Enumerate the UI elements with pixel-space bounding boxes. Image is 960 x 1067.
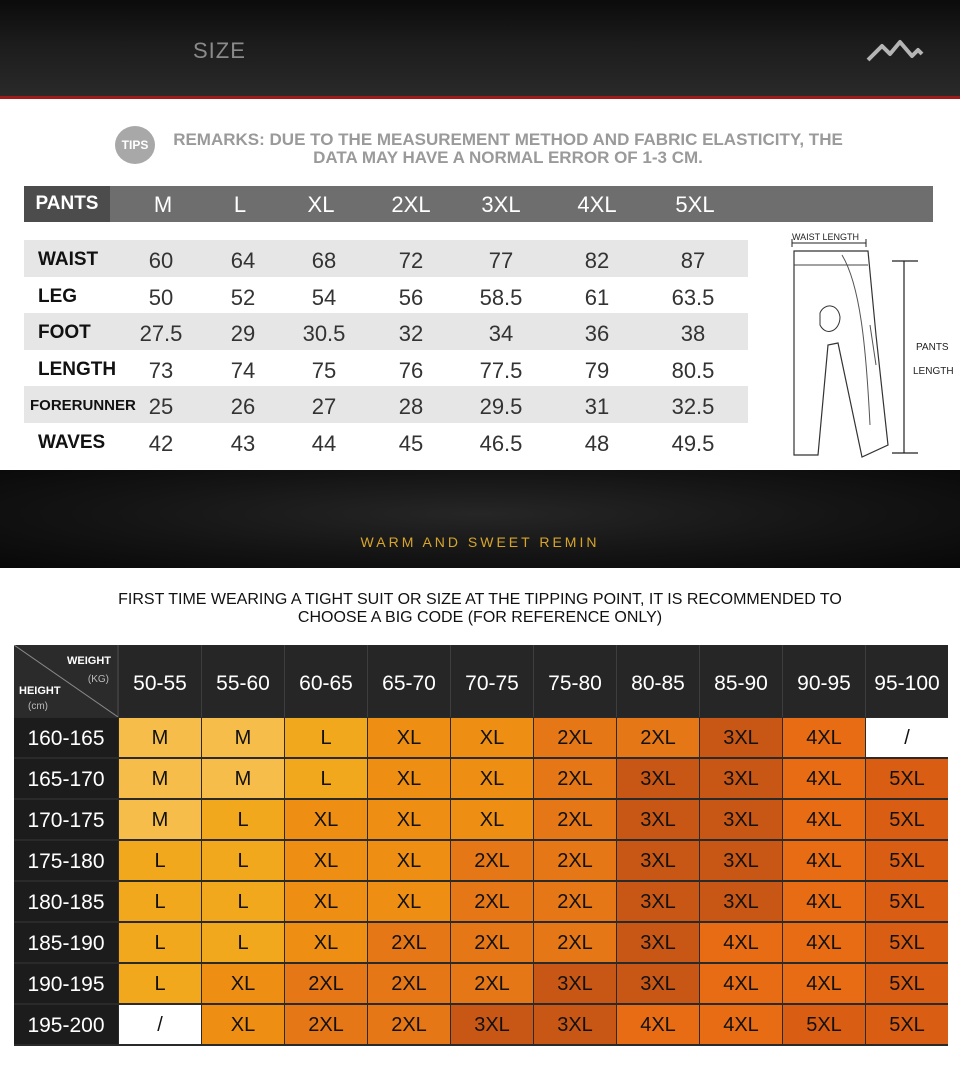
weight-axis-label: WEIGHT [67, 655, 111, 667]
size-value: 82 [584, 248, 610, 273]
size-row-label: FORERUNNER [30, 397, 136, 414]
size-cell: 4XL [783, 800, 865, 839]
weight-col-header: 95-100 [865, 645, 948, 717]
size-col-header: 4XL [577, 192, 617, 217]
size-value: 49.5 [671, 431, 715, 456]
header-divider [0, 96, 960, 99]
size-cell: 5XL [866, 923, 948, 962]
length-label: LENGTH [913, 366, 954, 377]
size-cell: L [202, 800, 284, 839]
header-band [0, 0, 960, 98]
size-cell: / [119, 1005, 201, 1044]
recommendation-text [70, 591, 890, 627]
size-value: 73 [148, 358, 174, 383]
size-row-waves [24, 423, 748, 460]
size-cell: L [119, 964, 201, 1003]
size-cell: 3XL [617, 800, 699, 839]
size-cell: 2XL [534, 841, 616, 880]
size-value: 76 [398, 358, 424, 383]
size-cell: 4XL [783, 923, 865, 962]
pants-label: PANTS [916, 342, 949, 353]
size-cell: 2XL [534, 800, 616, 839]
size-cell: L [285, 718, 367, 757]
size-cell: 4XL [700, 923, 782, 962]
size-cell: 3XL [700, 882, 782, 921]
size-value: 77 [488, 248, 514, 273]
size-cell: XL [451, 718, 533, 757]
size-row-leg [24, 277, 748, 314]
size-row-length [24, 350, 748, 387]
size-value: 31 [584, 394, 610, 419]
size-value: 27 [311, 394, 337, 419]
size-value: 36 [584, 321, 610, 346]
size-cell: 3XL [700, 800, 782, 839]
size-value: 29.5 [479, 394, 523, 419]
size-value: 25 [148, 394, 174, 419]
size-cell: 5XL [866, 800, 948, 839]
height-row-header: 170-175 [14, 800, 118, 839]
size-row-label: WAVES [38, 432, 106, 453]
size-cell: 2XL [534, 882, 616, 921]
size-value: 43 [230, 431, 256, 456]
size-cell: 2XL [285, 964, 367, 1003]
size-value: 30.5 [302, 321, 346, 346]
size-cell: M [119, 800, 201, 839]
size-cell: / [866, 718, 948, 757]
size-cell: M [202, 718, 284, 757]
size-cell: 4XL [700, 1005, 782, 1044]
size-row-foot [24, 313, 748, 350]
size-cell: 2XL [451, 882, 533, 921]
height-row-header: 190-195 [14, 964, 118, 1003]
size-cell: L [202, 841, 284, 880]
height-row-header: 195-200 [14, 1005, 118, 1044]
size-value: 32.5 [671, 394, 715, 419]
size-cell: 3XL [700, 841, 782, 880]
size-value: 75 [311, 358, 337, 383]
size-row-waist [24, 240, 748, 277]
size-value: 44 [311, 431, 337, 456]
size-cell: 5XL [866, 841, 948, 880]
size-cell: XL [368, 759, 450, 798]
size-cell: 2XL [617, 718, 699, 757]
size-cell: M [202, 759, 284, 798]
size-value: 77.5 [479, 358, 523, 383]
size-value: 61 [584, 285, 610, 310]
size-cell: 4XL [700, 964, 782, 1003]
size-value: 52 [230, 285, 256, 310]
weight-col-header: 60-65 [284, 645, 367, 717]
size-value: 54 [311, 285, 337, 310]
size-cell: 3XL [700, 718, 782, 757]
size-col-header: 3XL [481, 192, 521, 217]
size-cell: M [119, 759, 201, 798]
size-table-corner: PANTS [24, 186, 110, 222]
recommendation-line-1: FIRST TIME WEARING A TIGHT SUIT OR SIZE AT THE TIPPING POINT, IT IS RECOMMENDED TO [118, 591, 842, 608]
size-value: 46.5 [479, 431, 523, 456]
size-cell: 5XL [866, 964, 948, 1003]
size-cell: 2XL [451, 964, 533, 1003]
size-cell: XL [451, 759, 533, 798]
pants-diagram [780, 225, 958, 470]
size-value: 58.5 [479, 285, 523, 310]
size-value: 87 [680, 248, 706, 273]
size-cell: 4XL [783, 759, 865, 798]
size-cell: 2XL [534, 759, 616, 798]
size-cell: 5XL [866, 1005, 948, 1044]
size-cell: 2XL [368, 1005, 450, 1044]
size-col-header: L [233, 192, 247, 217]
size-cell: XL [285, 841, 367, 880]
size-cell: XL [285, 800, 367, 839]
size-cell: XL [368, 841, 450, 880]
size-value: 68 [311, 248, 337, 273]
size-cell: 3XL [534, 964, 616, 1003]
size-row-label: FOOT [38, 322, 91, 343]
mountain-logo-icon [866, 38, 924, 64]
weight-col-header: 90-95 [782, 645, 865, 717]
size-cell: 3XL [617, 964, 699, 1003]
size-cell: 5XL [783, 1005, 865, 1044]
size-value: 27.5 [139, 321, 183, 346]
size-col-header: M [153, 192, 173, 217]
size-cell: L [119, 882, 201, 921]
size-value: 79 [584, 358, 610, 383]
size-cell: XL [202, 1005, 284, 1044]
size-value: 63.5 [671, 285, 715, 310]
size-cell: 2XL [534, 923, 616, 962]
size-cell: 4XL [617, 1005, 699, 1044]
size-value: 32 [398, 321, 424, 346]
size-cell: 3XL [617, 882, 699, 921]
size-cell: 5XL [866, 759, 948, 798]
weight-col-header: 75-80 [533, 645, 616, 717]
weight-col-header: 55-60 [201, 645, 284, 717]
size-recommendation-chart [14, 645, 948, 1046]
size-value: 38 [680, 321, 706, 346]
tips-badge: TIPS [115, 126, 155, 164]
recommendation-line-2: CHOOSE A BIG CODE (FOR REFERENCE ONLY) [297, 609, 663, 626]
weight-col-header: 70-75 [450, 645, 533, 717]
size-cell: 5XL [866, 882, 948, 921]
size-cell: L [285, 759, 367, 798]
height-row-header: 160-165 [14, 718, 118, 757]
size-cell: 3XL [617, 923, 699, 962]
size-value: 48 [584, 431, 610, 456]
size-cell: 4XL [783, 841, 865, 880]
size-cell: 3XL [700, 759, 782, 798]
chart-corner [14, 645, 118, 717]
size-value: 26 [230, 394, 256, 419]
size-value: 28 [398, 394, 424, 419]
size-cell: 3XL [451, 1005, 533, 1044]
band-slogan: WARM AND SWEET REMIN [360, 534, 600, 550]
height-row-header: 180-185 [14, 882, 118, 921]
weight-unit-label: (KG) [87, 674, 109, 685]
size-table-header [24, 186, 933, 222]
size-cell: 3XL [534, 1005, 616, 1044]
height-row-header: 185-190 [14, 923, 118, 962]
divider-band [0, 470, 960, 568]
size-value: 42 [148, 431, 174, 456]
height-row-header: 175-180 [14, 841, 118, 880]
size-cell: XL [368, 882, 450, 921]
size-cell: L [202, 923, 284, 962]
size-cell: 2XL [368, 964, 450, 1003]
size-value: 45 [398, 431, 424, 456]
size-value: 80.5 [671, 358, 715, 383]
size-cell: 2XL [451, 841, 533, 880]
size-cell: 3XL [617, 841, 699, 880]
size-value: 60 [148, 248, 174, 273]
size-cell: L [119, 923, 201, 962]
size-cell: XL [451, 800, 533, 839]
size-col-header: 5XL [675, 192, 715, 217]
size-cell: 2XL [451, 923, 533, 962]
size-value: 56 [398, 285, 424, 310]
waist-length-label: WAIST LENGTH [792, 232, 860, 242]
size-value: 74 [230, 358, 256, 383]
size-cell: XL [285, 923, 367, 962]
weight-col-header: 50-55 [118, 645, 201, 717]
size-cell: XL [285, 882, 367, 921]
size-cell: 4XL [783, 882, 865, 921]
size-cell: 2XL [285, 1005, 367, 1044]
size-cell: M [119, 718, 201, 757]
size-cell: 4XL [783, 964, 865, 1003]
remarks-line-2: DATA MAY HAVE A NORMAL ERROR OF 1-3 CM. [313, 148, 703, 167]
size-col-header: 2XL [391, 192, 431, 217]
size-cell: 2XL [534, 718, 616, 757]
weight-col-header: 85-90 [699, 645, 782, 717]
size-cell: 3XL [617, 759, 699, 798]
size-cell: XL [368, 718, 450, 757]
height-unit-label: (cm) [28, 701, 48, 712]
size-cell: XL [202, 964, 284, 1003]
size-row-label: WAIST [38, 249, 99, 270]
size-row-label: LENGTH [38, 359, 117, 380]
remarks-line-1: REMARKS: DUE TO THE MEASUREMENT METHOD AND FABRIC ELASTICITY, THE [173, 130, 843, 149]
size-value: 50 [148, 285, 174, 310]
weight-col-header: 80-85 [616, 645, 699, 717]
remarks-text [158, 131, 858, 167]
size-cell: L [119, 841, 201, 880]
size-value: 34 [488, 321, 514, 346]
size-value: 72 [398, 248, 424, 273]
size-row-forerunner [24, 386, 748, 423]
page-title: SIZE [193, 38, 246, 63]
size-col-header: XL [307, 192, 335, 217]
size-row-label: LEG [38, 286, 78, 307]
size-cell: L [202, 882, 284, 921]
weight-col-header: 65-70 [367, 645, 450, 717]
size-cell: 4XL [783, 718, 865, 757]
size-value: 64 [230, 248, 256, 273]
height-row-header: 165-170 [14, 759, 118, 798]
size-value: 29 [230, 321, 256, 346]
height-axis-label: HEIGHT [19, 685, 61, 697]
size-cell: XL [368, 800, 450, 839]
size-cell: 2XL [368, 923, 450, 962]
